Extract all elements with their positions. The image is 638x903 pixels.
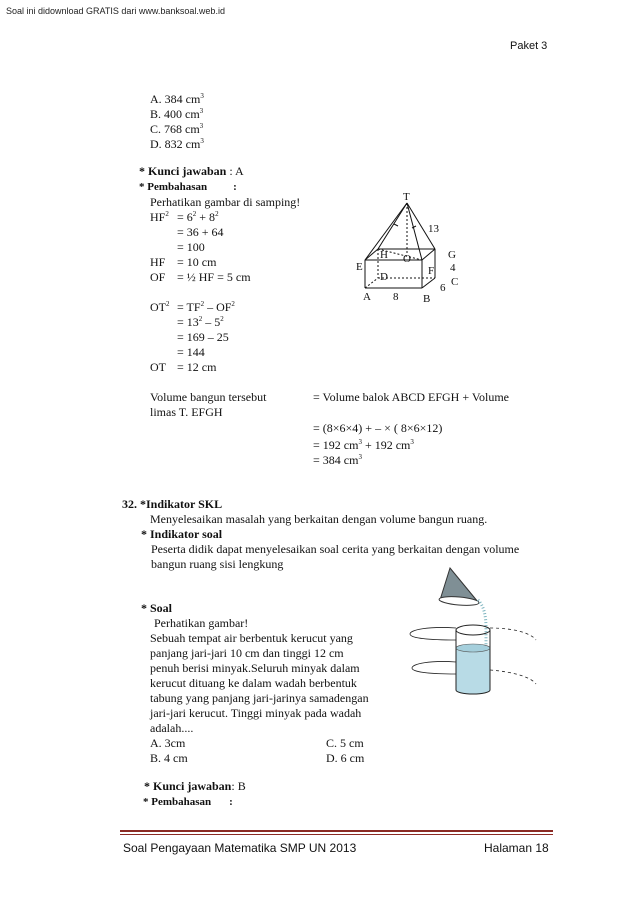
soal-indicator-text: Peserta didik dapat menyelesaikan soal cerita yang berkaitan dengan volume [151, 542, 520, 556]
volume-label: Volume bangun tersebut [150, 390, 267, 404]
soal-indicator-text: bangun ruang sisi lengkung [151, 557, 284, 571]
label-g: G [448, 249, 456, 261]
soal-line: kerucut dituang ke dalam wadah berbentuk [150, 676, 357, 690]
edge-tf [407, 203, 422, 260]
footer-rule-thick [120, 830, 553, 832]
soal-line: Sebuah tempat air berbentuk kerucut yang [150, 631, 353, 645]
step-line: = 144 [177, 345, 205, 359]
volume-calc-1: = (8×6×4) + – × ( 8×6×12) [313, 421, 443, 435]
soal-title: * Soal [141, 601, 173, 615]
option-a: A. 384 $cm^3$ [150, 92, 204, 106]
label-8: 8 [393, 291, 399, 303]
step-line: = 100 [177, 240, 205, 254]
ot2-rhs: = $TF^2 - OF^2$ [177, 300, 235, 314]
volume-rhs: = Volume balok ABCD EFGH + Volume [313, 390, 510, 404]
label-6: 6 [440, 282, 446, 294]
ring-left-1 [410, 627, 456, 640]
option-d: D. 6 cm [326, 751, 365, 765]
cone-cylinder-figure [398, 562, 548, 707]
hf2-rhs: = $6^2 + 8^2$ [177, 210, 219, 224]
hf-rhs: = 10 cm [177, 255, 217, 269]
paket-label: Paket 3 [510, 40, 548, 52]
edge-fg [422, 249, 435, 260]
oil-surface [456, 644, 490, 652]
volume-calc-3: = 384 $cm^3$ [313, 453, 362, 467]
skl-text: Menyelesaikan masalah yang berkaitan dengan volume bangun ruang. [150, 512, 488, 526]
answer-key: * Kunci jawaban: B [144, 779, 246, 793]
edge-th [378, 203, 407, 249]
edge-bc [422, 278, 435, 288]
soal-indicator-title: * Indikator soal [141, 527, 223, 541]
label-d: D [380, 271, 388, 283]
label-o: O [403, 253, 411, 265]
discussion-intro: Perhatikan gambar di samping! [150, 195, 301, 209]
soal-line: panjang jari-jari 10 cm dan tinggi 12 cm [150, 646, 344, 660]
ot-rhs: = 12 cm [177, 360, 217, 374]
soal-line: tabung yang panjang jari-jarinya samadengan [150, 691, 369, 705]
ring-right-2 [490, 670, 536, 684]
edge-ad [365, 278, 378, 288]
hf-line: HF [150, 255, 166, 269]
option-b: B. 400 $cm^3$ [150, 107, 204, 121]
pyramid-box-figure [350, 188, 480, 306]
option-d: D. 832 $cm^3$ [150, 137, 204, 151]
option-c: C. 5 cm [326, 736, 364, 750]
of-rhs: = ½ HF = 5 cm [177, 270, 251, 284]
ot-line: OT [150, 360, 166, 374]
label-4: 4 [450, 262, 456, 274]
step-line: = 36 + 64 [177, 225, 224, 239]
footer-rule-thin [120, 834, 553, 835]
oil-fill [456, 648, 490, 690]
label-e: E [356, 261, 363, 273]
option-c: C. 768 $cm^3$ [150, 122, 204, 136]
tick [394, 224, 398, 226]
label-c: C [451, 276, 459, 288]
discussion-label: * Pembahasan : [139, 181, 237, 193]
page-number: Halaman 18 [484, 841, 549, 855]
label-13: 13 [428, 223, 439, 235]
label-t: T [403, 191, 410, 203]
step-line: = $13^2 - 5^2$ [177, 315, 224, 329]
label-f: F [428, 265, 435, 277]
ot2-line: $OT^2$ [150, 300, 170, 314]
hf2-line: $HF^2$ [150, 210, 169, 224]
soal-line: penuh berisi minyak.Seluruh minyak dalam [150, 661, 360, 675]
volume-cont: limas T. EFGH [150, 405, 223, 419]
soal-line: Perhatikan gambar! [154, 616, 249, 630]
question-header: 32. *Indikator SKL [122, 497, 223, 511]
option-a: A. 3cm [150, 736, 186, 750]
step-line: = 169 – 25 [177, 330, 229, 344]
label-a: A [363, 291, 371, 303]
volume-calc-2: = 192 $cm^3 + 192$ $cm^3$ [313, 438, 414, 452]
label-b: B [423, 293, 431, 305]
ring-right-1 [490, 628, 536, 640]
answer-key: * Kunci jawaban : A [139, 164, 244, 178]
soal-line: adalah.... [150, 721, 194, 735]
cylinder-top [456, 625, 490, 635]
ring-left-2 [412, 661, 456, 674]
discussion-label: * Pembahasan : [143, 796, 233, 808]
source-note: Soal ini didownload GRATIS dari www.banksoal.web.id [6, 6, 225, 16]
of-line: OF [150, 270, 166, 284]
label-h: H [380, 249, 388, 261]
footer-title: Soal Pengayaan Matematika SMP UN 2013 [123, 841, 357, 855]
option-b: B. 4 cm [150, 751, 188, 765]
soal-line: jari-jari kerucut. Tinggi minyak pada wadah [150, 706, 362, 720]
